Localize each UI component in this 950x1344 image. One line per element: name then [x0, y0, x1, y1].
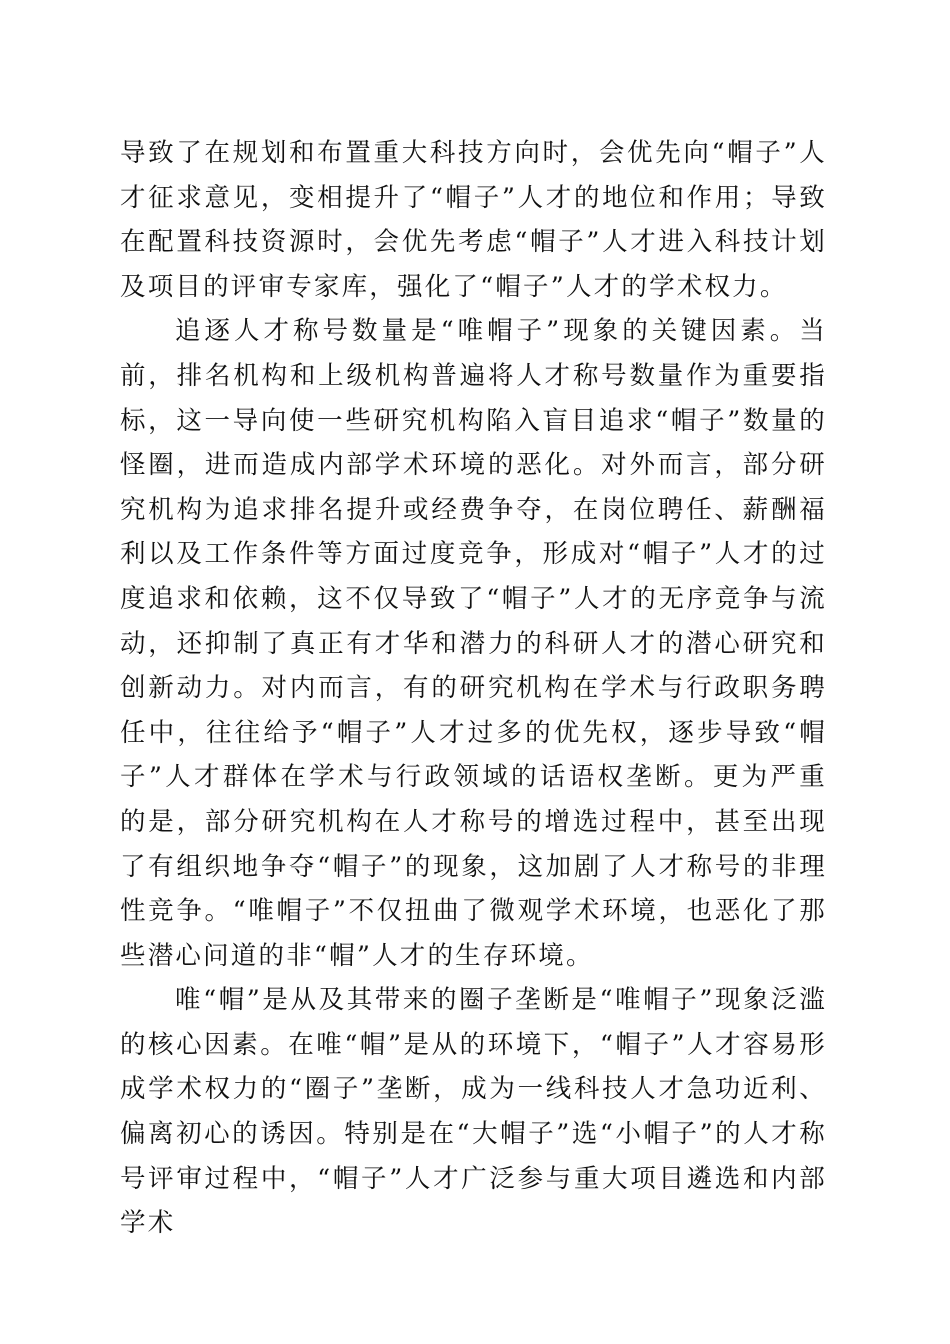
paragraph-2: 追逐人才称号数量是“唯帽子”现象的关键因素。当前，排名机构和上级机构普遍将人才称号数量作为重要指标，这一导向使一些研究机构陷入盲目追求“帽子”数量的怪圈，进而造成内部学术环境的恶化。对外而言，部分研究机构为追求排名提升或经费争夺，在岗位聘任、薪酬福利以及工作条件等方面过度竞争，形成对“帽子”人才的过度追求和依赖，这不仅导致了“帽子”人才的无序竞争与流动，还抑制了真正有才华和潜力的科研人才的潜心研究和创新动力。对内而言，有的研究机构在学术与行政职务聘任中，往往给予“帽子”人才过多的优先权，逐步导致“帽子”人才群体在学术与行政领域的话语权垄断。更为严重的是，部分研究机构在人才称号的增选过程中，甚至出现了有组织地争夺“帽子”的现象，这加剧了人才称号的非理性竞争。“唯帽子”不仅扭曲了微观学术环境，也恶化了那些潜心问道的非“帽”人才的生存环境。: [120, 316, 827, 971]
paragraph-3: 唯“帽”是从及其带来的圈子垄断是“唯帽子”现象泛滥的核心因素。在唯“帽”是从的环境下，“帽子”人才容易形成学术权力的“圈子”垄断，成为一线科技人才急功近利、偏离初心的诱因。特别是在“大帽子”选“小帽子”的人才称号评审过程中，“帽子”人才广泛参与重大项目遴选和内部学术: [120, 985, 827, 1239]
paragraph-1: 导致了在规划和布置重大科技方向时，会优先向“帽子”人才征求意见，变相提升了“帽子”人才的地位和作用；导致在配置科技资源时，会优先考虑“帽子”人才进入科技计划及项目的评审专家库，强化了“帽子”人才的学术权力。: [120, 138, 827, 302]
document-body: [120, 131, 827, 1246]
